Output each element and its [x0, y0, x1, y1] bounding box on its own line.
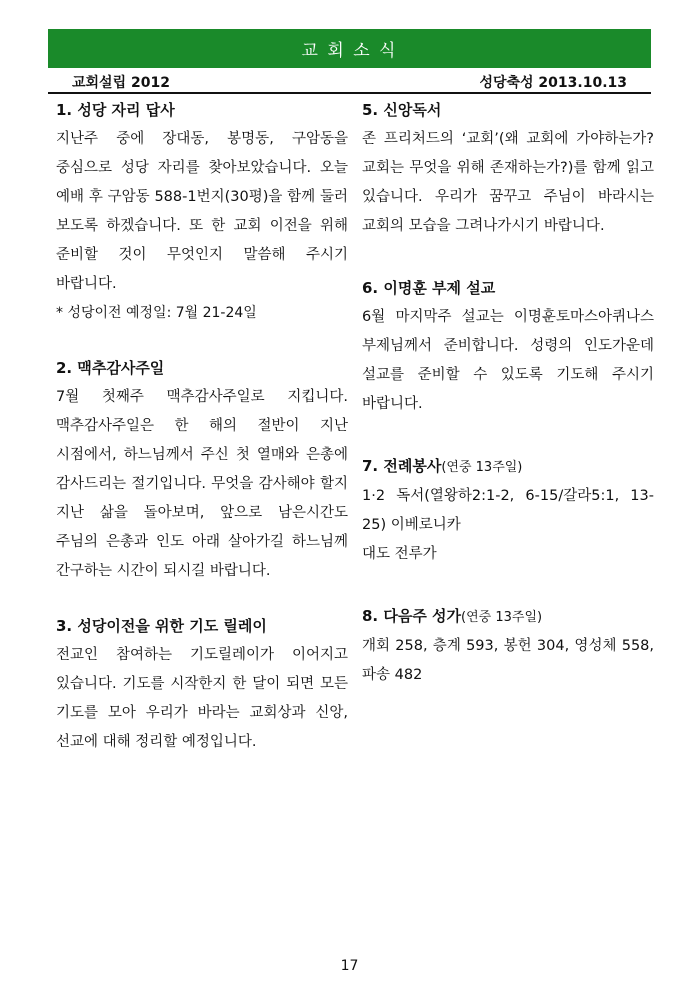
right-column [362, 96, 654, 690]
section-body: 전교인 참여하는 기도릴레이가 이어지고 있습니다. 기도를 시작한지 한 달이 되면 모든 기도를 모아 우리가 바라는 교회상과 신앙, 선교에 대해 정리할 예정입니다. [56, 647, 348, 750]
section-title: 8. 다음주 성가(연중 13주일) [362, 607, 543, 625]
section-prayer-relay [56, 612, 348, 757]
section-note: * 성당이전 예정일: 7월 21-24일 [56, 305, 257, 321]
section-next-hymns [362, 602, 654, 690]
left-column [56, 96, 348, 757]
section-subtitle: (연중 13주일) [441, 460, 523, 475]
section-deacon-sermon [362, 274, 654, 419]
section-body: 7월 첫째주 맥추감사주일로 지킵니다. 맥추감사주일은 한 해의 절반이 지난 시점에서, 하느님께서 주신 첫 열매와 은총에 감사드리는 절기입니다. 무엇을 감사해야 할지 지난 삶을 돌아보며, 앞으로 남은시간도 주님의 은총과 인도 아래 살아가길 하느님께 간구하는 시간이 되시길 바랍니다. [56, 389, 348, 579]
church-founded-label: 교회설립 2012 [72, 75, 170, 91]
section-title: 6. 이명훈 부제 설교 [362, 279, 496, 297]
info-row [48, 70, 651, 94]
consecration-date-label: 성당축성 2013.10.13 [479, 75, 627, 91]
header-title: 교 회 소 식 [301, 41, 398, 61]
section-body: 지난주 중에 장대동, 봉명동, 구암동을 중심으로 성당 자리를 찾아보았습니다. 오늘 예배 후 구암동 588-1번지(30평)을 함께 둘러 보도록 하겠습니다. 또 한 교회 이전을 위해 준비할 것이 무엇인지 말씀해 주시기 바랍니다. [56, 131, 348, 292]
section-title: 5. 신앙독서 [362, 101, 442, 119]
page-header-bar [48, 29, 651, 68]
section-body: 1·2 독서(열왕하2:1-2, 6-15/갈라5:1, 13-25) 이베로니카 [362, 488, 654, 533]
section-title: 1. 성당 자리 답사 [56, 101, 175, 119]
section-title: 3. 성당이전을 위한 기도 릴레이 [56, 617, 267, 635]
section-body: 개회 258, 층계 593, 봉헌 304, 영성체 558, 파송 482 [362, 638, 654, 683]
section-title: 2. 맥추감사주일 [56, 359, 165, 377]
section-faith-reading [362, 96, 654, 241]
section-body-extra: 대도 전루가 [362, 546, 437, 562]
section-body: 6월 마지막주 설교는 이명훈토마스아퀴나스 부제님께서 준비합니다. 성령의 인도가운데 설교를 준비할 수 있도록 기도해 주시기 바랍니다. [362, 309, 654, 412]
section-body: 존 프리처드의 ‘교회’(왜 교회에 가야하는가? 교회는 무엇을 위해 존재하는가?)를 함께 읽고 있습니다. 우리가 꿈꾸고 주님이 바라시는 교회의 모습을 그려나가시기 바랍니다. [362, 131, 654, 234]
section-thanksgiving [56, 354, 348, 586]
section-subtitle: (연중 13주일) [461, 610, 543, 625]
page-number: 17 [340, 958, 359, 974]
section-title: 7. 전례봉사(연중 13주일) [362, 457, 523, 475]
section-site-visit [56, 96, 348, 328]
section-liturgy-service [362, 452, 654, 569]
